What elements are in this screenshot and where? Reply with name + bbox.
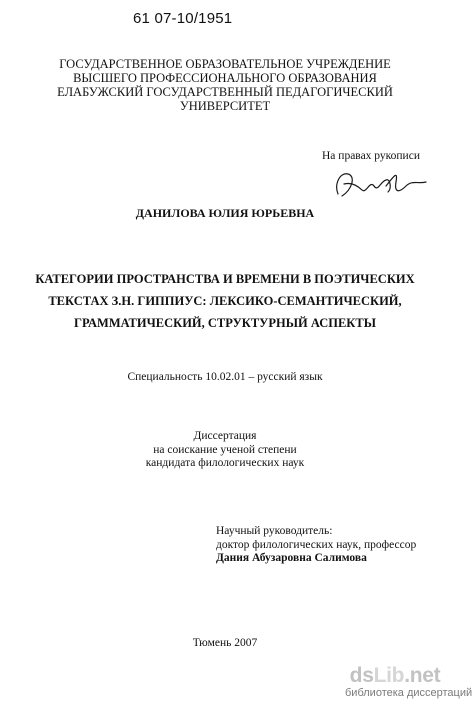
dslib-watermark [345,664,472,700]
watermark-caption: библиотека диссертаций [345,687,472,699]
manuscript-rights-note: На правах рукописи [322,150,420,162]
degree-line: кандидата филологических наук [145,457,305,469]
institution-line: ЕЛАБУЖСКИЙ ГОСУДАРСТВЕННЫЙ ПЕДАГОГИЧЕСКИЙ [57,85,393,99]
watermark-logo-part: .net [404,664,441,687]
supervisor-degree: доктор филологических наук, профессор [216,538,417,551]
degree-statement [0,430,450,471]
title-line: ТЕКСТАХ З.Н. ГИППИУС: ЛЕКСИКО-СЕМАНТИЧЕСКИЙ, [48,294,402,308]
degree-line: на соискание ученой степени [153,443,297,456]
watermark-logo-part: Lib [373,664,405,687]
institution-line: ГОСУДАРСТВЕННОЕ ОБРАЗОВАТЕЛЬНОЕ УЧРЕЖДЕНИЕ [59,57,391,71]
supervisor-block [216,525,416,566]
author-name: ДАНИЛОВА ЮЛИЯ ЮРЬЕВНА [135,206,315,220]
institution-header [0,57,450,113]
degree-line: Диссертация [193,430,257,442]
supervisor-name: Дания Абузаровна Салимова [216,552,367,564]
specialty-line: Специальность 10.02.01 – русский язык [127,371,323,383]
supervisor-label: Научный руководитель: [216,525,333,537]
watermark-logo [345,665,445,687]
archive-stamp-code: 61 07-10/1951 [133,10,233,27]
dissertation-title [0,268,450,334]
institution-line: УНИВЕРСИТЕТ [179,99,271,113]
institution-line: ВЫСШЕГО ПРОФЕССИОНАЛЬНОГО ОБРАЗОВАНИЯ [73,71,377,85]
watermark-logo-part: ds [349,664,374,687]
city-year: Тюмень 2007 [192,637,258,649]
title-line: ГРАММАТИЧЕСКИЙ, СТРУКТУРНЫЙ АСПЕКТЫ [74,316,376,330]
title-line: КАТЕГОРИИ ПРОСТРАНСТВА И ВРЕМЕНИ В ПОЭТИЧЕСКИХ [35,272,415,286]
handwritten-signature [330,164,430,204]
